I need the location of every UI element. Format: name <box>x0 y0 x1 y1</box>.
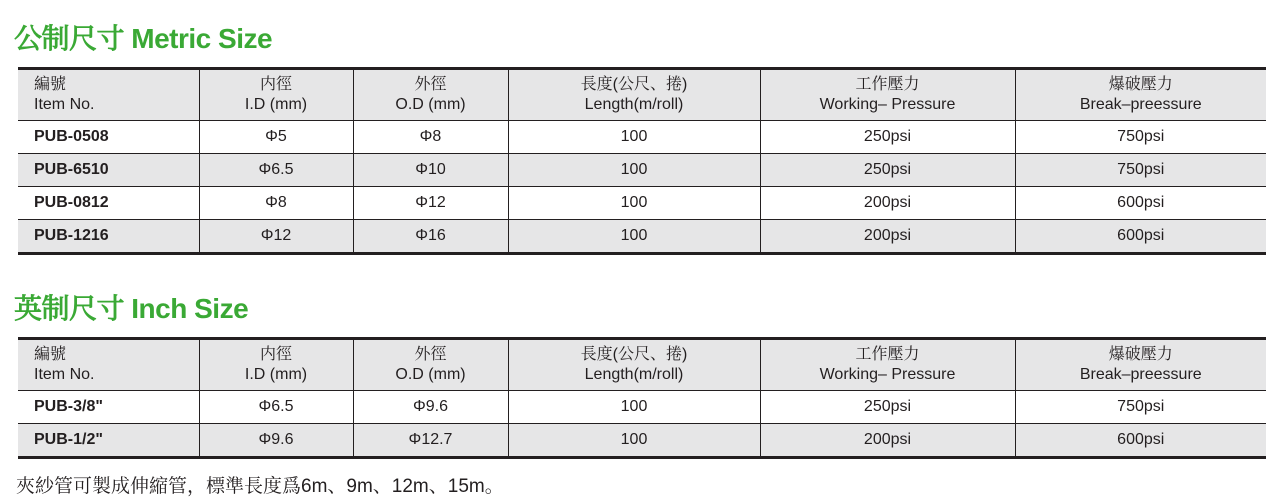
outer-diameter-cell: Φ16 <box>353 220 508 254</box>
header-item-no: 編號 Item No. <box>18 69 199 121</box>
inner-diameter-cell: Φ12 <box>199 220 353 254</box>
outer-diameter-cell: Φ9.6 <box>353 391 508 424</box>
outer-diameter-cell: Φ12 <box>353 187 508 220</box>
length-cell: 100 <box>508 154 760 187</box>
working-pressure-cell: 200psi <box>760 187 1015 220</box>
outer-diameter-cell: Φ12.7 <box>353 424 508 458</box>
working-pressure-cell: 250psi <box>760 121 1015 154</box>
header-working-pressure: 工作壓力 Working– Pressure <box>760 339 1015 391</box>
outer-diameter-cell: Φ10 <box>353 154 508 187</box>
table-row <box>18 424 1266 458</box>
item-no-cell: PUB-1216 <box>18 220 199 254</box>
header-length: 長度(公尺、捲) Length(m/roll) <box>508 339 760 391</box>
metric-size-title: 公制尺寸 Metric Size <box>14 23 273 54</box>
header-inner-diameter: 内徑 I.D (mm) <box>199 339 353 391</box>
header-working-pressure: 工作壓力 Working– Pressure <box>760 69 1015 121</box>
inner-diameter-cell: Φ6.5 <box>199 154 353 187</box>
footnote-text: 夾紗管可製成伸縮管，標準長度爲6m、9m、12m、15m。 <box>16 476 504 497</box>
table-row <box>18 391 1266 424</box>
length-cell: 100 <box>508 187 760 220</box>
table-header-row <box>18 339 1266 391</box>
working-pressure-cell: 250psi <box>760 391 1015 424</box>
break-pressure-cell: 600psi <box>1015 424 1266 458</box>
break-pressure-cell: 750psi <box>1015 391 1266 424</box>
item-no-cell: PUB-6510 <box>18 154 199 187</box>
header-inner-diameter: 内徑 I.D (mm) <box>199 69 353 121</box>
length-cell: 100 <box>508 220 760 254</box>
working-pressure-cell: 200psi <box>760 424 1015 458</box>
break-pressure-cell: 600psi <box>1015 187 1266 220</box>
inner-diameter-cell: Φ6.5 <box>199 391 353 424</box>
item-no-cell: PUB-0812 <box>18 187 199 220</box>
table-row <box>18 121 1266 154</box>
break-pressure-cell: 750psi <box>1015 121 1266 154</box>
length-cell: 100 <box>508 121 760 154</box>
header-break-pressure: 爆破壓力 Break–preessure <box>1015 339 1266 391</box>
inch-size-table <box>18 337 1266 459</box>
length-cell: 100 <box>508 424 760 458</box>
item-no-cell: PUB-0508 <box>18 121 199 154</box>
header-break-pressure: 爆破壓力 Break–preessure <box>1015 69 1266 121</box>
header-outer-diameter: 外徑 O.D (mm) <box>353 69 508 121</box>
item-no-cell: PUB-3/8" <box>18 391 199 424</box>
table-header-row <box>18 69 1266 121</box>
inner-diameter-cell: Φ8 <box>199 187 353 220</box>
outer-diameter-cell: Φ8 <box>353 121 508 154</box>
inch-size-title: 英制尺寸 Inch Size <box>14 293 249 324</box>
break-pressure-cell: 750psi <box>1015 154 1266 187</box>
break-pressure-cell: 600psi <box>1015 220 1266 254</box>
table-row <box>18 187 1266 220</box>
inner-diameter-cell: Φ5 <box>199 121 353 154</box>
table-row <box>18 154 1266 187</box>
table-row <box>18 220 1266 254</box>
item-no-cell: PUB-1/2" <box>18 424 199 458</box>
header-length: 長度(公尺、捲) Length(m/roll) <box>508 69 760 121</box>
header-item-no: 編號 Item No. <box>18 339 199 391</box>
header-outer-diameter: 外徑 O.D (mm) <box>353 339 508 391</box>
metric-size-table <box>18 67 1266 255</box>
length-cell: 100 <box>508 391 760 424</box>
working-pressure-cell: 250psi <box>760 154 1015 187</box>
working-pressure-cell: 200psi <box>760 220 1015 254</box>
inner-diameter-cell: Φ9.6 <box>199 424 353 458</box>
